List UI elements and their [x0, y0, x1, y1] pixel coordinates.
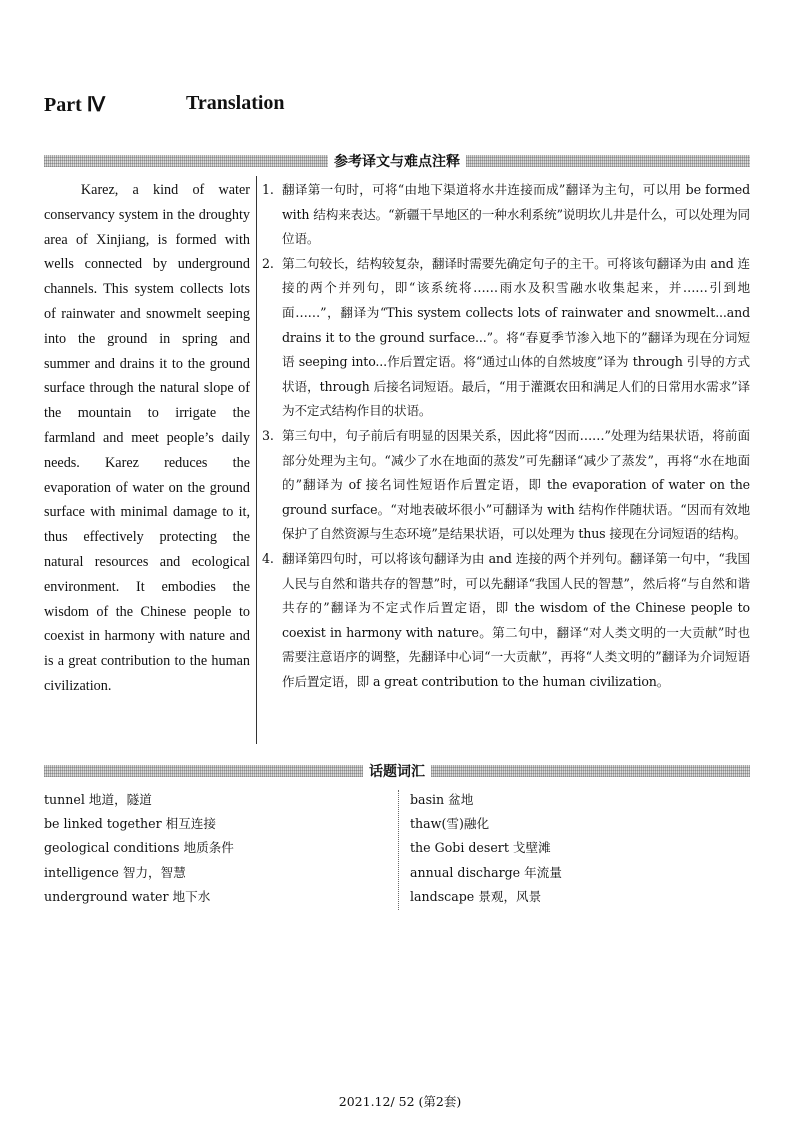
vocab-item: landscape 景观，风景	[410, 888, 542, 904]
note-number: 3.	[262, 427, 274, 443]
note-item	[262, 178, 750, 252]
translation-paragraph: Karez, a kind of water conservancy system in the droughty area of Xinjiang, is formed with wells connected by underground channels. This system collects lots of rainwater and snowmelt seeping into the ground in spring and summer and drains it to the ground surface through the natural slope of the mountain to irrigate the farmland and meet people’s daily needs. Karez reduces the evaporation of water on the ground surface with minimal damage to it, thus effectively protecting the natural resources and ecological environment. It embodies the wisdom of the Chinese people to coexist in harmony with nature and is a great contribution to the human civilization.	[44, 182, 250, 694]
page-footer: 2021.12/ 52 (第2套)	[338, 1094, 462, 1109]
note-item	[262, 424, 750, 547]
vocab-list-right	[410, 788, 750, 909]
translation-column	[44, 178, 250, 699]
vocab-item: tunnel 地道，隧道	[44, 792, 152, 807]
vocab-item: basin 盆地	[410, 792, 474, 807]
hatch-decoration-right	[466, 155, 750, 167]
vocab-item: annual discharge 年流量	[410, 864, 562, 880]
vocab-item: the Gobi desert 戈壁滩	[410, 840, 551, 856]
column-divider	[256, 176, 257, 744]
vocab-item: be linked together 相互连接	[44, 816, 217, 832]
note-text: 翻译第一句时，可将“由地下渠道将水井连接而成”翻译为主句，可以用 be formed with 结构来表达。“新疆干旱地区的一种水利系统”说明坎儿井是什么，可以处理为同位语。	[282, 182, 750, 247]
page-title	[44, 92, 285, 117]
vocab-item: thaw(雪)融化	[410, 816, 490, 832]
note-text: 第三句中，句子前后有明显的因果关系，因此将“因而……”处理为结果状语，将前面部分处理为主句。“减少了水在地面的蒸发”可先翻译“减少了蒸发”，再将“水在地面的”翻译为 of 接名词性短语作后置定语，即 the evaporation of water on the ground surface。“对地表破坏很小”可翻译为 with 结构作伴随状语。“因而有效地保护了自然资源与生态环境”是结果状语，可以处理为 thus 接现在分词短语的结构。	[282, 427, 750, 542]
vocab-list-left	[44, 788, 384, 909]
notes-section-title: 参考译文与难点注释	[334, 154, 460, 170]
note-number: 4.	[262, 550, 274, 566]
vocab-item: intelligence 智力，智慧	[44, 864, 186, 880]
section-title: Translation	[186, 92, 285, 114]
note-item	[262, 252, 750, 424]
vocab-section-title: 话题词汇	[369, 764, 425, 780]
vocab-item: underground water 地下水	[44, 888, 211, 904]
vocab-item: geological conditions 地质条件	[44, 840, 234, 856]
hatch-decoration-left	[44, 155, 328, 167]
note-text: 翻译第四句时，可以将该句翻译为由 and 连接的两个并列句。翻译第一句中，“我国人民与自然和谐共存的智慧”时，可以先翻译“我国人民的智慧”，然后将“与自然和谐共存的”翻译为不定式作后置定语，即 the wisdom of the Chinese people to coexist in harmony with nature。第二句中，翻译“对人类文明的一大贡献”时也需要注意语序的调整，先翻译中心词“一大贡献”，再将“人类文明的”翻译为介词短语作后置定语，即 a great contribution to the human civilization。	[282, 550, 750, 689]
vocab-divider	[398, 790, 399, 910]
note-number: 2.	[262, 255, 274, 271]
notes-list	[262, 178, 750, 694]
note-number: 1.	[262, 182, 274, 197]
part-label: Part Ⅳ	[44, 94, 106, 116]
hatch-decoration-left	[44, 765, 363, 777]
vocab-section-bar	[44, 760, 750, 782]
hatch-decoration-right	[431, 765, 750, 777]
note-item	[262, 547, 750, 695]
note-text: 第二句较长，结构较复杂，翻译时需要先确定句子的主干。可将该句翻译为由 and 连接的两个并列句，即“该系统将……雨水及积雪融水收集起来，并……引到地面……”，翻译为“This system collects lots of rainwater and snowmelt...and drains it to the ground surface...”。将“春夏季节渗入地下的”翻译为现在分词短语 seeping into...作后置定语。将“通过山体的自然坡度”译为 through 引导的方式状语，through 后接名词短语。最后，“用于灌溉农田和满足人们的日常用水需求”译为不定式结构作目的状语。	[282, 255, 750, 419]
notes-section-bar	[44, 150, 750, 172]
